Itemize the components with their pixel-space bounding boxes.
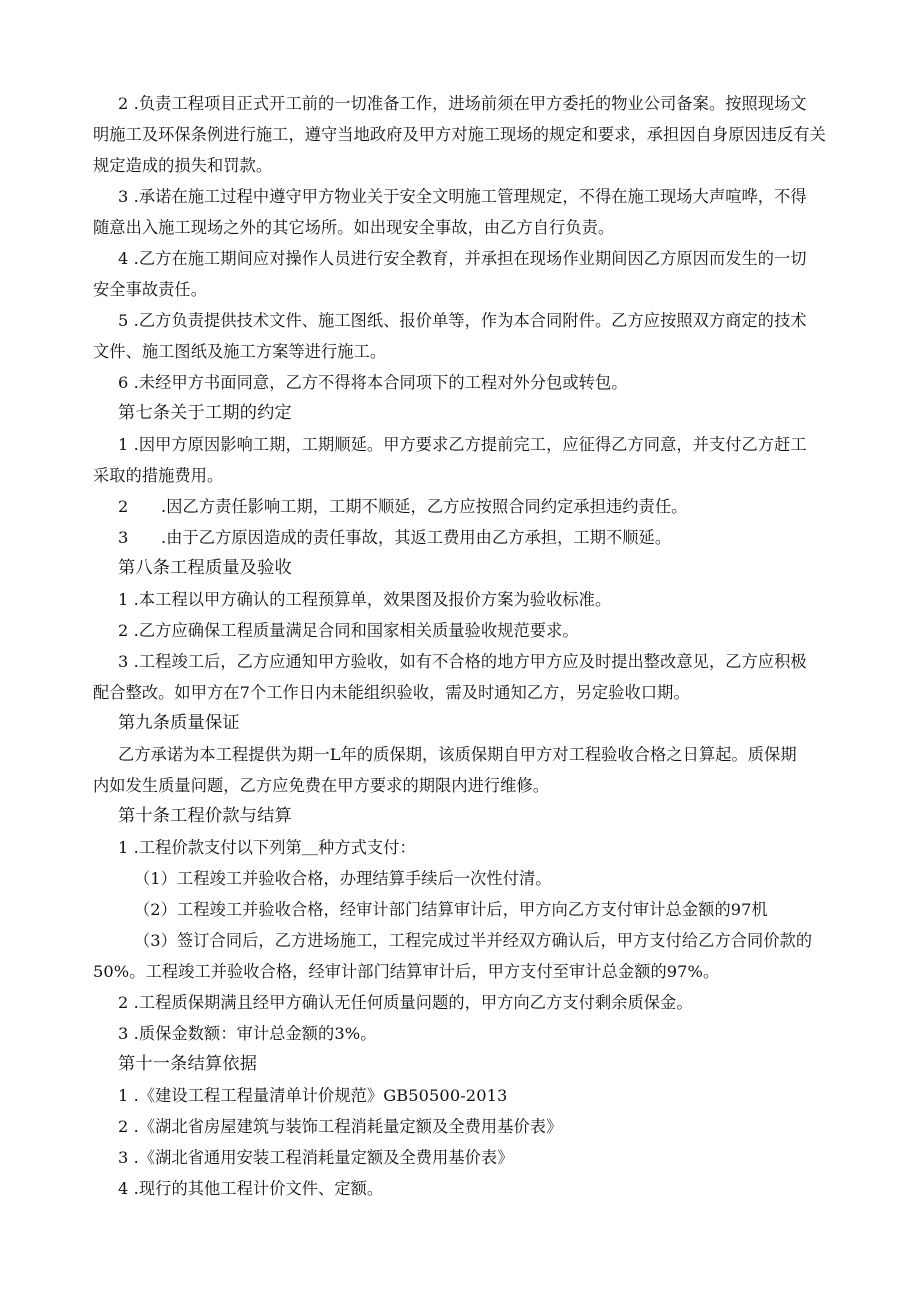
- clause-paragraph: [93, 181, 840, 243]
- text-line: 1 .工程价款支付以下列第＿种方式支付：: [118, 838, 416, 857]
- section-heading: 第十条工程价款与结算: [118, 806, 292, 826]
- text-line: 配合整改。如甲方在7个工作日内未能组织验收，需及时通知乙方，另定验收口期。: [93, 683, 690, 702]
- clause-paragraph: [118, 584, 840, 615]
- clause-paragraph: [93, 429, 840, 491]
- section-heading: 第七条关于工期的约定: [118, 403, 292, 423]
- text-line: 3 .由于乙方原因造成的责任事故，其返工费用由乙方承担，工期不顺延。: [118, 528, 672, 547]
- clause-paragraph: [118, 491, 840, 522]
- text-line: 1 .因甲方原因影响工期，工期顺延。甲方要求乙方提前完工，应征得乙方同意，并支付乙方赶工: [118, 435, 807, 454]
- clause-paragraph: [118, 1173, 840, 1204]
- text-line: 6 .未经甲方书面同意，乙方不得将本合同项下的工程对外分包或转包。: [118, 373, 628, 392]
- text-line: 乙方承诺为本工程提供为期一L年的质保期，该质保期自甲方对工程验收合格之日算起。质保期: [118, 745, 797, 764]
- clause-paragraph: [118, 1018, 840, 1049]
- text-line: 采取的措施费用。: [93, 466, 224, 485]
- text-line: （3）签订合同后，乙方进场施工，工程完成过半并经双方确认后，甲方支付给乙方合同价款的: [134, 931, 813, 950]
- clause-paragraph: [118, 832, 840, 863]
- text-line: 3 .质保金数额：审计总金额的3%。: [118, 1024, 377, 1043]
- section-heading: 第八条工程质量及验收: [118, 558, 292, 578]
- text-line: 2 .工程质保期满且经甲方确认无任何质量问题的，甲方向乙方支付剩余质保金。: [118, 993, 693, 1012]
- text-line: 内如发生质量问题，乙方应免费在甲方要求的期限内进行维修。: [93, 776, 550, 795]
- section-heading: 第九条质量保证: [118, 713, 240, 733]
- clause-paragraph: [118, 1142, 840, 1173]
- text-line: 2 .《湖北省房屋建筑与装饰工程消耗量定额及全费用基价表》: [118, 1117, 563, 1136]
- clause-paragraph: [93, 243, 840, 305]
- clause-paragraph: [118, 615, 840, 646]
- clause-paragraph: [118, 1111, 840, 1142]
- clause-paragraph: [93, 305, 840, 367]
- text-line: 2 .负责工程项目正式开工前的一切准备工作，进场前须在甲方委托的物业公司备案。按照现场文: [118, 94, 807, 113]
- sub-clause: [118, 894, 840, 925]
- text-line: （1）工程竣工并验收合格，办理结算手续后一次性付清。: [134, 869, 552, 888]
- text-line: 1 .本工程以甲方确认的工程预算单，效果图及报价方案为验收标准。: [118, 590, 612, 609]
- text-line: 50%。工程竣工并验收合格，经审计部门结算审计后，甲方支付至审计总金额的97%。: [93, 962, 720, 981]
- text-line: 明施工及环保条例进行施工，遵守当地政府及甲方对施工现场的规定和要求，承担因自身原因违反有关: [93, 125, 826, 144]
- text-line: 2 .乙方应确保工程质量满足合同和国家相关质量验收规范要求。: [118, 621, 579, 640]
- text-line: 文件、施工图纸及施工方案等进行施工。: [93, 342, 387, 361]
- text-line: 随意出入施工现场之外的其它场所。如出现安全事故，由乙方自行负责。: [93, 218, 615, 237]
- text-line: 3 .承诺在施工过程中遵守甲方物业关于安全文明施工管理规定，不得在施工现场大声喧哗，不得: [118, 187, 807, 206]
- text-line: 安全事故责任。: [93, 280, 208, 299]
- text-line: 4 .现行的其他工程计价文件、定额。: [118, 1179, 384, 1198]
- text-line: 规定造成的损失和罚款。: [93, 156, 273, 175]
- text-line: （2）工程竣工并验收合格，经审计部门结算审计后，甲方向乙方支付审计总金额的97机: [134, 900, 768, 919]
- sub-clause: [93, 925, 840, 987]
- clause-paragraph: [118, 987, 840, 1018]
- clause-paragraph: [93, 739, 840, 801]
- clause-paragraph: [93, 646, 840, 708]
- text-line: 3 .工程竣工后，乙方应通知甲方验收，如有不合格的地方甲方应及时提出整改意见，乙方应积极: [118, 652, 807, 671]
- section-heading: 第十一条结算依据: [118, 1054, 258, 1074]
- sub-clause: [118, 863, 840, 894]
- clause-paragraph: [118, 367, 840, 398]
- text-line: 5 .乙方负责提供技术文件、施工图纸、报价单等，作为本合同附件。乙方应按照双方商定的技术: [118, 311, 807, 330]
- clause-paragraph: [93, 88, 840, 181]
- contract-body: [93, 88, 840, 1204]
- text-line: 4 .乙方在施工期间应对操作人员进行安全教育，并承担在现场作业期间因乙方原因而发生的一切: [118, 249, 807, 268]
- text-line: 2 .因乙方责任影响工期，工期不顺延，乙方应按照合同约定承担违约责任。: [118, 497, 688, 516]
- clause-paragraph: [118, 1080, 840, 1111]
- text-line: 1 .《建设工程工程量清单计价规范》GB50500-2013: [118, 1086, 508, 1105]
- text-line: 3 .《湖北省通用安装工程消耗量定额及全费用基价表》: [118, 1148, 514, 1167]
- clause-paragraph: [118, 522, 840, 553]
